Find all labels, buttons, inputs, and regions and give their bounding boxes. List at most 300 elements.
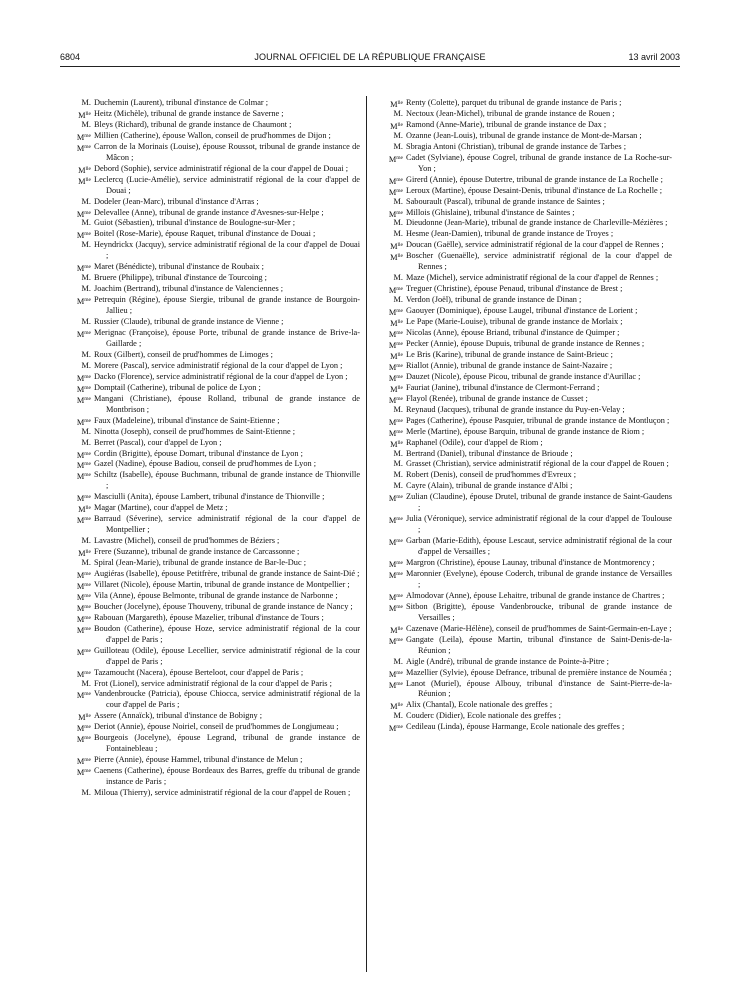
entry-text: Maronnier (Evelyne), épouse Coderch, tribunal de grande instance de Versailles ; xyxy=(406,568,672,589)
honorific-suffix: me xyxy=(84,417,91,424)
list-item xyxy=(60,328,360,350)
honorific xyxy=(372,142,403,153)
honorific-base: M. xyxy=(81,284,91,294)
honorific-base: M. xyxy=(393,130,403,140)
entry-text: Julia (Véronique), service administratif régional de la cour d'appel de Toulouse ; xyxy=(406,514,672,535)
honorific xyxy=(372,405,403,416)
list-item xyxy=(60,383,360,394)
honorific-suffix: me xyxy=(396,417,403,424)
list-item xyxy=(60,503,360,514)
honorific-suffix: me xyxy=(396,187,403,194)
honorific-suffix: lle xyxy=(397,242,403,249)
honorific-base: M xyxy=(76,570,85,580)
list-item xyxy=(60,284,360,295)
list-item xyxy=(372,459,672,470)
list-item xyxy=(60,416,360,427)
entry-text: Bourgeois (Jocelyne), épouse Legrand, tribunal de grande instance de Fontainebleau ; xyxy=(94,733,360,754)
honorific xyxy=(372,470,403,481)
list-item xyxy=(372,427,672,438)
honorific-base: M. xyxy=(81,349,91,359)
list-item xyxy=(60,317,360,328)
honorific-suffix: me xyxy=(84,581,91,588)
honorific xyxy=(60,624,91,637)
list-item xyxy=(60,120,360,131)
list-item xyxy=(372,679,672,701)
entry-text: Couderc (Didier), Ecole nationale des greffes ; xyxy=(406,711,561,721)
entry-text: Verdon (Joël), tribunal de grande instance de Dinan ; xyxy=(406,295,582,305)
honorific-base: M. xyxy=(81,558,91,568)
honorific-suffix: me xyxy=(84,757,91,764)
list-item xyxy=(60,372,360,383)
list-item xyxy=(60,788,360,799)
honorific-base: M xyxy=(388,669,397,679)
entry-text: Deriot (Annie), épouse Noiriel, conseil de prud'hommes de Longjumeau ; xyxy=(94,722,339,732)
honorific-base: M xyxy=(390,100,398,109)
honorific xyxy=(60,197,91,208)
honorific-suffix: me xyxy=(396,724,403,731)
honorific-suffix: me xyxy=(396,330,403,337)
entry-text: Sbragia Antoni (Christian), tribunal de grande instance de Tarbes ; xyxy=(406,141,626,151)
honorific-suffix: me xyxy=(396,362,403,369)
entry-text: Guiot (Sébastien), tribunal d'instance de Boulogne-sur-Mer ; xyxy=(94,218,296,228)
honorific xyxy=(60,142,91,155)
honorific-base: M xyxy=(78,549,86,559)
honorific-base: M xyxy=(76,461,85,471)
honorific-suffix: me xyxy=(396,603,403,610)
honorific-suffix: me xyxy=(84,570,91,577)
list-item xyxy=(60,569,360,580)
honorific xyxy=(372,657,403,668)
honorific-base: M xyxy=(76,614,85,624)
entry-text: Riallot (Annie), tribunal de grande instance de Saint-Nazaire ; xyxy=(406,360,613,370)
honorific xyxy=(60,350,91,361)
honorific xyxy=(60,273,91,284)
list-item xyxy=(60,218,360,229)
entry-text: Boscher (Guenaëlle), service administratif régional de la cour d'appel de Rennes ; xyxy=(406,251,672,272)
list-item xyxy=(372,131,672,142)
list-item xyxy=(372,273,672,284)
honorific-suffix: me xyxy=(84,143,91,150)
publication-date: 13 avril 2003 xyxy=(628,52,680,62)
list-item xyxy=(60,459,360,470)
honorific-base: M xyxy=(388,362,397,372)
entry-text: Cordin (Brigitte), épouse Domart, tribunal d'instance de Lyon ; xyxy=(94,448,303,458)
honorific-suffix: lle xyxy=(397,625,403,632)
list-item xyxy=(60,208,360,219)
honorific-base: M xyxy=(388,560,397,570)
honorific-suffix: lle xyxy=(85,713,91,720)
honorific-base: M xyxy=(388,680,397,690)
list-item xyxy=(372,186,672,197)
entry-text: Margron (Christine), épouse Launay, tribunal d'instance de Montmorency ; xyxy=(406,558,655,568)
honorific xyxy=(60,284,91,295)
entry-text: Augiéras (Isabelle), épouse Petitfrère, tribunal de grande instance de Saint-Dié ; xyxy=(94,568,360,578)
list-item xyxy=(372,700,672,711)
list-item xyxy=(372,208,672,219)
list-item xyxy=(372,197,672,208)
entry-text: Guilloteau (Odile), épouse Lecellier, service administratif régional de la cour d'appel de Paris ; xyxy=(94,645,360,666)
entry-text: Sabourault (Pascal), tribunal de grande instance de Saintes ; xyxy=(406,196,605,206)
list-item xyxy=(372,317,672,328)
list-item xyxy=(60,197,360,208)
entry-text: Villaret (Nicole), épouse Martin, tribunal de grande instance de Montpellier ; xyxy=(94,579,350,589)
entry-text: Ramond (Anne-Marie), tribunal de grande instance de Dax ; xyxy=(406,119,607,129)
honorific-base: M xyxy=(76,516,85,526)
honorific-base: M xyxy=(76,592,85,602)
honorific-suffix: me xyxy=(396,209,403,216)
honorific xyxy=(372,251,403,264)
entry-text: Pages (Catherine), épouse Pasquier, tribunal de grande instance de Montluçon ; xyxy=(406,415,670,425)
honorific-base: M xyxy=(76,132,85,142)
entry-text: Rabouan (Margareth), épouse Mazelier, tribunal d'instance de Tours ; xyxy=(94,612,324,622)
honorific-suffix: me xyxy=(84,494,91,501)
honorific-base: M xyxy=(76,494,85,504)
list-item xyxy=(372,284,672,295)
entry-text: Mazellier (Sylvie), épouse Defrance, tribunal de première instance de Nouméa ; xyxy=(406,667,672,677)
honorific-base: M. xyxy=(393,470,403,480)
honorific-suffix: me xyxy=(84,209,91,216)
list-item xyxy=(60,613,360,624)
list-item xyxy=(60,175,360,197)
honorific-base: M. xyxy=(81,218,91,228)
honorific xyxy=(372,481,403,492)
list-item xyxy=(60,733,360,755)
entry-text: Masciulli (Anita), épouse Lambert, tribunal d'instance de Thionville ; xyxy=(94,492,325,502)
honorific-base: M xyxy=(390,439,398,449)
entry-text: Bruere (Philippe), tribunal d'instance de Tourcoing ; xyxy=(94,273,267,283)
list-item xyxy=(372,591,672,602)
entry-text: Mangani (Christiane), épouse Rolland, tribunal de grande instance de Montbrison ; xyxy=(94,393,360,414)
honorific xyxy=(60,733,91,746)
entry-text: Delevallee (Anne), tribunal de grande instance d'Avesnes-sur-Helpe ; xyxy=(94,207,324,217)
entry-text: Treguer (Christine), épouse Penaud, tribunal d'instance de Brest ; xyxy=(406,284,623,294)
entry-text: Frere (Suzanne), tribunal de grande instance de Carcassonne ; xyxy=(94,547,300,557)
list-item xyxy=(60,492,360,503)
honorific-base: M xyxy=(76,603,85,613)
honorific-suffix: me xyxy=(396,669,403,676)
list-item xyxy=(60,558,360,569)
honorific-base: M xyxy=(78,176,86,186)
entry-text: Maret (Bénédicte), tribunal d'instance de Roubaix ; xyxy=(94,262,264,272)
honorific-suffix: me xyxy=(84,603,91,610)
honorific-base: M. xyxy=(81,536,91,546)
page-number: 6804 xyxy=(60,52,81,62)
honorific-base: M. xyxy=(393,404,403,414)
honorific xyxy=(60,328,91,341)
list-item xyxy=(372,416,672,427)
honorific-base: M. xyxy=(81,678,91,688)
entry-text: Boitel (Rose-Marie), épouse Raquet, tribunal d'instance de Douai ; xyxy=(94,229,316,239)
list-item xyxy=(60,766,360,788)
list-item xyxy=(372,394,672,405)
honorific-base: M xyxy=(76,768,85,778)
honorific-suffix: me xyxy=(396,494,403,501)
list-item xyxy=(372,372,672,383)
honorific-suffix: me xyxy=(84,373,91,380)
honorific xyxy=(372,492,403,505)
honorific-base: M xyxy=(76,395,85,405)
entry-text: Russier (Claude), tribunal de grande instance de Vienne ; xyxy=(94,317,284,327)
honorific-base: M xyxy=(76,209,85,219)
entry-text: Boudon (Catherine), épouse Hoze, service administratif régional de la cour d'appel de Paris ; xyxy=(94,623,360,644)
honorific xyxy=(372,197,403,208)
honorific-base: M. xyxy=(393,108,403,118)
entry-text: Flayol (Renée), tribunal de grande instance de Cusset ; xyxy=(406,393,588,403)
honorific-suffix: me xyxy=(396,592,403,599)
honorific-suffix: lle xyxy=(85,549,91,556)
honorific-suffix: lle xyxy=(85,165,91,172)
honorific-suffix: me xyxy=(84,647,91,654)
list-item xyxy=(60,514,360,536)
entry-text: Le Bris (Karine), tribunal de grande instance de Saint-Brieuc ; xyxy=(406,349,613,359)
list-item xyxy=(372,449,672,460)
honorific xyxy=(60,646,91,659)
list-item xyxy=(60,438,360,449)
honorific-suffix: me xyxy=(84,625,91,632)
entry-text: Maze (Michel), service administratif régional de la cour d'appel de Rennes ; xyxy=(406,273,659,283)
honorific-base: M xyxy=(76,384,85,394)
honorific-suffix: me xyxy=(396,680,403,687)
honorific-suffix: me xyxy=(396,395,403,402)
honorific-base: M xyxy=(76,691,85,701)
list-item xyxy=(60,131,360,142)
list-item xyxy=(372,295,672,306)
entry-text: Raphanel (Odile), cour d'appel de Riom ; xyxy=(406,437,543,447)
list-item xyxy=(60,668,360,679)
list-item xyxy=(60,591,360,602)
honorific-base: M xyxy=(78,505,86,515)
honorific-base: M xyxy=(76,724,85,734)
honorific-suffix: me xyxy=(396,154,403,161)
honorific-suffix: me xyxy=(84,231,91,238)
honorific-base: M xyxy=(388,636,397,646)
list-item xyxy=(372,405,672,416)
honorific-base: M. xyxy=(393,711,403,721)
honorific-suffix: lle xyxy=(85,176,91,183)
honorific xyxy=(372,449,403,460)
honorific-suffix: lle xyxy=(397,351,403,358)
honorific xyxy=(60,679,91,690)
entry-text: Dieudonne (Jean-Marie), tribunal de grande instance de Charleville-Mézières ; xyxy=(406,218,668,228)
entry-text: Barraud (Séverine), service administratif régional de la cour d'appel de Montpellier ; xyxy=(94,514,360,535)
honorific-base: M xyxy=(388,516,397,526)
honorific-base: M xyxy=(76,669,85,679)
list-item xyxy=(60,142,360,164)
honorific xyxy=(60,218,91,229)
honorific-base: M xyxy=(388,428,397,438)
honorific-base: M xyxy=(76,264,85,274)
entry-text: Cadet (Sylviane), épouse Cogrel, tribunal de grande instance de La Roche-sur-Yon ; xyxy=(406,152,672,173)
honorific-base: M xyxy=(390,625,398,635)
entry-text: Heitz (Michèle), tribunal de grande instance de Saverne ; xyxy=(94,108,284,118)
honorific-suffix: me xyxy=(84,461,91,468)
honorific xyxy=(372,536,403,549)
entry-text: Domptail (Catherine), tribunal de police de Lyon ; xyxy=(94,382,261,392)
entry-text: Leroux (Martine), épouse Desaint-Denis, tribunal d'instance de La Rochelle ; xyxy=(406,185,663,195)
honorific xyxy=(372,602,403,615)
honorific-base: M xyxy=(78,110,86,120)
list-item xyxy=(60,722,360,733)
honorific-base: M. xyxy=(393,459,403,469)
honorific-base: M. xyxy=(393,229,403,239)
list-item xyxy=(372,657,672,668)
list-item xyxy=(372,470,672,481)
honorific xyxy=(372,229,403,240)
list-item xyxy=(60,350,360,361)
list-item xyxy=(60,547,360,558)
honorific-base: M xyxy=(388,570,397,580)
entry-text: Bertrand (Daniel), tribunal d'instance de Brioude ; xyxy=(406,448,573,458)
honorific-suffix: me xyxy=(84,264,91,271)
entry-text: Berret (Pascal), cour d'appel de Lyon ; xyxy=(94,437,222,447)
honorific-suffix: me xyxy=(84,614,91,621)
honorific-base: M xyxy=(390,242,398,252)
entry-text: Girerd (Annie), épouse Dutertre, tribunal de grande instance de La Rochelle ; xyxy=(406,174,663,184)
honorific xyxy=(372,569,403,582)
list-item xyxy=(372,492,672,514)
entry-text: Frot (Lionel), service administratif régional de la cour d'appel de Paris ; xyxy=(94,678,332,688)
honorific-base: M xyxy=(388,308,397,318)
entry-text: Gangate (Leila), épouse Martin, tribunal d'instance de Saint-Denis-de-la-Réunion ; xyxy=(406,634,672,655)
honorific-base: M xyxy=(78,165,86,175)
list-item xyxy=(372,339,672,350)
entry-text: Duchemin (Laurent), tribunal d'instance de Colmar ; xyxy=(94,98,269,107)
entry-text: Merle (Martine), épouse Barquin, tribunal de grande instance de Riom ; xyxy=(406,426,645,436)
list-item xyxy=(372,98,672,109)
honorific xyxy=(372,514,403,527)
honorific-suffix: me xyxy=(84,735,91,742)
honorific xyxy=(60,98,91,109)
honorific-base: M. xyxy=(393,273,403,283)
entry-text: Assere (Annaïck), tribunal d'instance de Bobigny ; xyxy=(94,711,263,721)
honorific-suffix: me xyxy=(396,176,403,183)
entry-text: Nicolas (Anne), épouse Briand, tribunal d'instance de Quimper ; xyxy=(406,328,620,338)
honorific-suffix: me xyxy=(84,297,91,304)
honorific-base: M xyxy=(388,187,397,197)
list-item xyxy=(60,580,360,591)
list-item xyxy=(60,240,360,262)
honorific xyxy=(372,711,403,722)
honorific-base: M xyxy=(76,330,85,340)
honorific-suffix: me xyxy=(84,395,91,402)
list-item xyxy=(60,755,360,766)
list-item xyxy=(60,262,360,273)
honorific-base: M. xyxy=(393,196,403,206)
honorific xyxy=(60,361,91,372)
honorific-base: M. xyxy=(393,218,403,228)
honorific-suffix: me xyxy=(84,132,91,139)
entry-text: Cayre (Alain), tribunal de grande instance d'Albi ; xyxy=(406,481,573,491)
entry-text: Vila (Anne), épouse Belmonte, tribunal de grande instance de Narbonne ; xyxy=(94,590,338,600)
honorific-base: M xyxy=(76,735,85,745)
honorific xyxy=(60,438,91,449)
list-item xyxy=(60,470,360,492)
list-item xyxy=(372,481,672,492)
entry-text: Carron de la Morinais (Louise), épouse Roussot, tribunal de grande instance de Mâcon ; xyxy=(94,141,360,162)
list-item xyxy=(372,624,672,635)
entry-text: Bleys (Richard), tribunal de grande instance de Chaumont ; xyxy=(94,119,292,129)
entry-text: Doucan (Gaëlle), service administratif régional de la cour d'appel de Rennes ; xyxy=(406,240,664,250)
honorific-base: M xyxy=(390,702,398,712)
list-item xyxy=(372,328,672,339)
list-item xyxy=(372,306,672,317)
list-item xyxy=(60,602,360,613)
honorific-base: M xyxy=(76,625,85,635)
entry-text: Sitbon (Brigitte), épouse Vandenbroucke, tribunal de grande instance de Versailles ; xyxy=(406,601,672,622)
entry-text: Lavastre (Michel), conseil de prud'hommes de Béziers ; xyxy=(94,536,280,546)
honorific-suffix: lle xyxy=(397,439,403,446)
list-item xyxy=(372,383,672,394)
entry-text: Alix (Chantal), Ecole nationale des greffes ; xyxy=(406,700,553,710)
honorific-base: M. xyxy=(81,98,91,107)
list-item xyxy=(372,602,672,624)
journal-title: JOURNAL OFFICIEL DE LA RÉPUBLIQUE FRANÇAISE xyxy=(254,52,486,62)
entry-text: Ninotta (Joseph), conseil de prud'hommes de Saint-Etienne ; xyxy=(94,426,296,436)
honorific-suffix: me xyxy=(84,669,91,676)
honorific xyxy=(60,317,91,328)
entry-text: Robert (Denis), conseil de prud'hommes d'Evreux ; xyxy=(406,470,577,480)
list-item xyxy=(372,120,672,131)
entry-text: Dacko (Florence), service administratif régional de la cour d'appel de Lyon ; xyxy=(94,371,348,381)
entry-text: Gazel (Nadine), épouse Badiou, conseil de prud'hommes de Lyon ; xyxy=(94,459,316,469)
list-item xyxy=(60,624,360,646)
honorific-base: M xyxy=(388,538,397,548)
honorific-suffix: me xyxy=(84,516,91,523)
honorific-base: M. xyxy=(393,481,403,491)
honorific xyxy=(372,109,403,120)
entry-text: Le Pape (Marie-Louise), tribunal de grande instance de Morlaix ; xyxy=(406,317,623,327)
entry-text: Schiltz (Isabelle), épouse Buchmann, tribunal de grande instance de Thionville ; xyxy=(94,470,360,491)
entry-text: Almodovar (Anne), épouse Lehaitre, tribunal de grande instance de Chartres ; xyxy=(406,590,665,600)
honorific-suffix: me xyxy=(84,450,91,457)
honorific-base: M xyxy=(76,143,85,153)
honorific-suffix: me xyxy=(84,768,91,775)
honorific-suffix: lle xyxy=(397,253,403,260)
entry-text: Zulian (Claudine), épouse Drutel, tribunal de grande instance de Saint-Gaudens ; xyxy=(406,492,672,513)
entry-text: Ozanne (Jean-Louis), tribunal de grande instance de Mont-de-Marsan ; xyxy=(406,130,642,140)
honorific-base: M xyxy=(388,176,397,186)
honorific-suffix: me xyxy=(396,636,403,643)
honorific-base: M xyxy=(76,231,85,241)
entry-text: Miloua (Thierry), service administratif régional de la cour d'appel de Rouen ; xyxy=(94,788,351,798)
honorific xyxy=(372,459,403,470)
entry-text: Leclercq (Lucie-Amélie), service administratif régional de la cour d'appel de Douai ; xyxy=(94,174,360,195)
honorific-base: M xyxy=(76,417,85,427)
list-item xyxy=(372,240,672,251)
honorific-base: M xyxy=(388,209,397,219)
honorific xyxy=(60,295,91,308)
list-item xyxy=(60,427,360,438)
honorific-base: M xyxy=(76,450,85,460)
entry-text: Hesme (Jean-Damien), tribunal de grande instance de Troyes ; xyxy=(406,229,614,239)
honorific-base: M xyxy=(76,757,85,767)
honorific-base: M xyxy=(76,581,85,591)
list-item xyxy=(372,109,672,120)
honorific-suffix: me xyxy=(396,428,403,435)
honorific-base: M. xyxy=(81,426,91,436)
entry-text: Tazamoucht (Nacera), épouse Berteloot, cour d'appel de Paris ; xyxy=(94,667,304,677)
honorific xyxy=(60,470,91,483)
entry-text: Grasset (Christian), service administratif régional de la cour d'appel de Rouen ; xyxy=(406,459,669,469)
honorific-base: M xyxy=(388,592,397,602)
entry-text: Vandenbroucke (Patricia), épouse Chiocca, service administratif régional de la cour d'appel de Paris ; xyxy=(94,689,360,710)
entry-text: Magar (Martine), cour d'appel de Metz ; xyxy=(94,503,228,513)
honorific-base: M. xyxy=(81,788,91,798)
honorific-suffix: me xyxy=(396,373,403,380)
honorific xyxy=(372,273,403,284)
honorific-suffix: lle xyxy=(85,110,91,117)
honorific xyxy=(60,120,91,131)
